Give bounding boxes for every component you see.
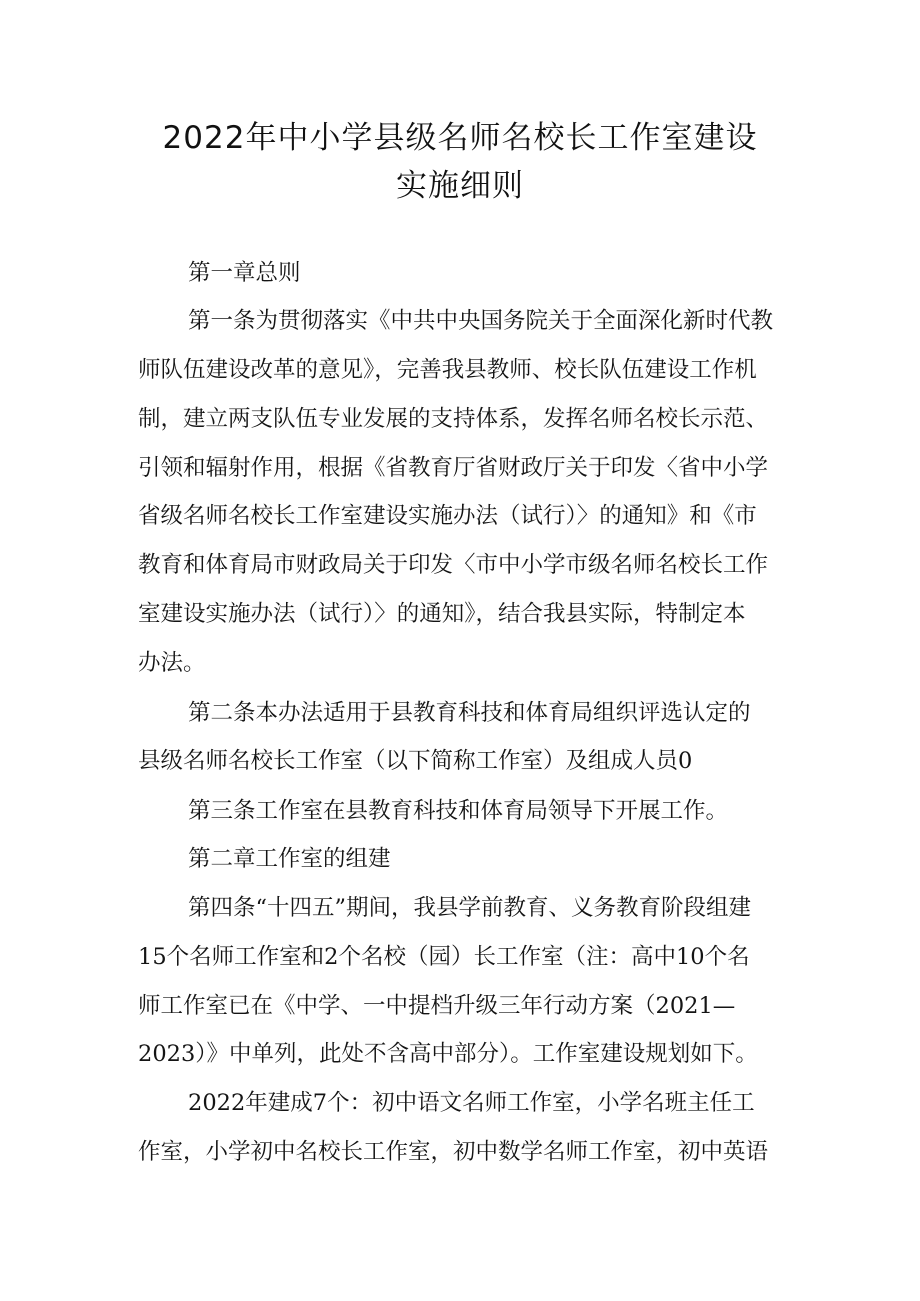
document-title-line-1: 2022年中小学县级名师名校长工作室建设 [162, 120, 758, 156]
paragraph-line: 作室，小学初中名校长工作室，初中数学名师工作室，初中英语 [138, 1139, 769, 1165]
paragraph-line: 教育和体育局市财政局关于印发〈市中小学市级名师名校长工作 [138, 552, 769, 578]
paragraph-line: 2022年建成7个：初中语文名师工作室，小学名班主任工 [188, 1090, 755, 1116]
paragraph-line: 2023）》中单列，此处不含高中部分）。工作室建设规划如下。 [138, 1041, 758, 1067]
chapter-heading: 第一章总则 [188, 260, 301, 286]
paragraph-line: 师工作室已在《中学、一中提档升级三年行动方案（2021— [138, 993, 736, 1019]
paragraph-line: 第四条“十四五”期间，我县学前教育、义务教育阶段组建 [188, 895, 752, 921]
paragraph-line: 办法。 [138, 650, 206, 676]
paragraph-line: 县级名师名校长工作室（以下简称工作室）及组成人员0 [138, 748, 693, 774]
paragraph-line: 省级名师名校长工作室建设实施办法（试行）〉的通知》和《市 [138, 503, 757, 529]
paragraph-line: 师队伍建设改革的意见》，完善我县教师、校长队伍建设工作机 [138, 357, 757, 383]
paragraph-line: 室建设实施办法（试行）〉的通知》，结合我县实际，特制定本 [138, 601, 746, 627]
paragraph-line: 第二条本办法适用于县教育科技和体育局组织评选认定的 [188, 700, 751, 726]
paragraph-line: 15个名师工作室和2个名校（园）长工作室（注：高中10个名 [138, 944, 750, 970]
document-title-line-2: 实施细则 [396, 168, 524, 204]
paragraph-line: 引领和辐射作用，根据《省教育厅省财政厅关于印发〈省中小学 [138, 455, 769, 481]
chapter-heading: 第二章工作室的组建 [188, 846, 391, 872]
paragraph-line: 制，建立两支队伍专业发展的支持体系，发挥名师名校长示范、 [138, 406, 769, 432]
paragraph-line: 第一条为贯彻落实《中共中央国务院关于全面深化新时代教 [188, 308, 774, 334]
paragraph-line: 第三条工作室在县教育科技和体育局领导下开展工作。 [188, 798, 729, 824]
